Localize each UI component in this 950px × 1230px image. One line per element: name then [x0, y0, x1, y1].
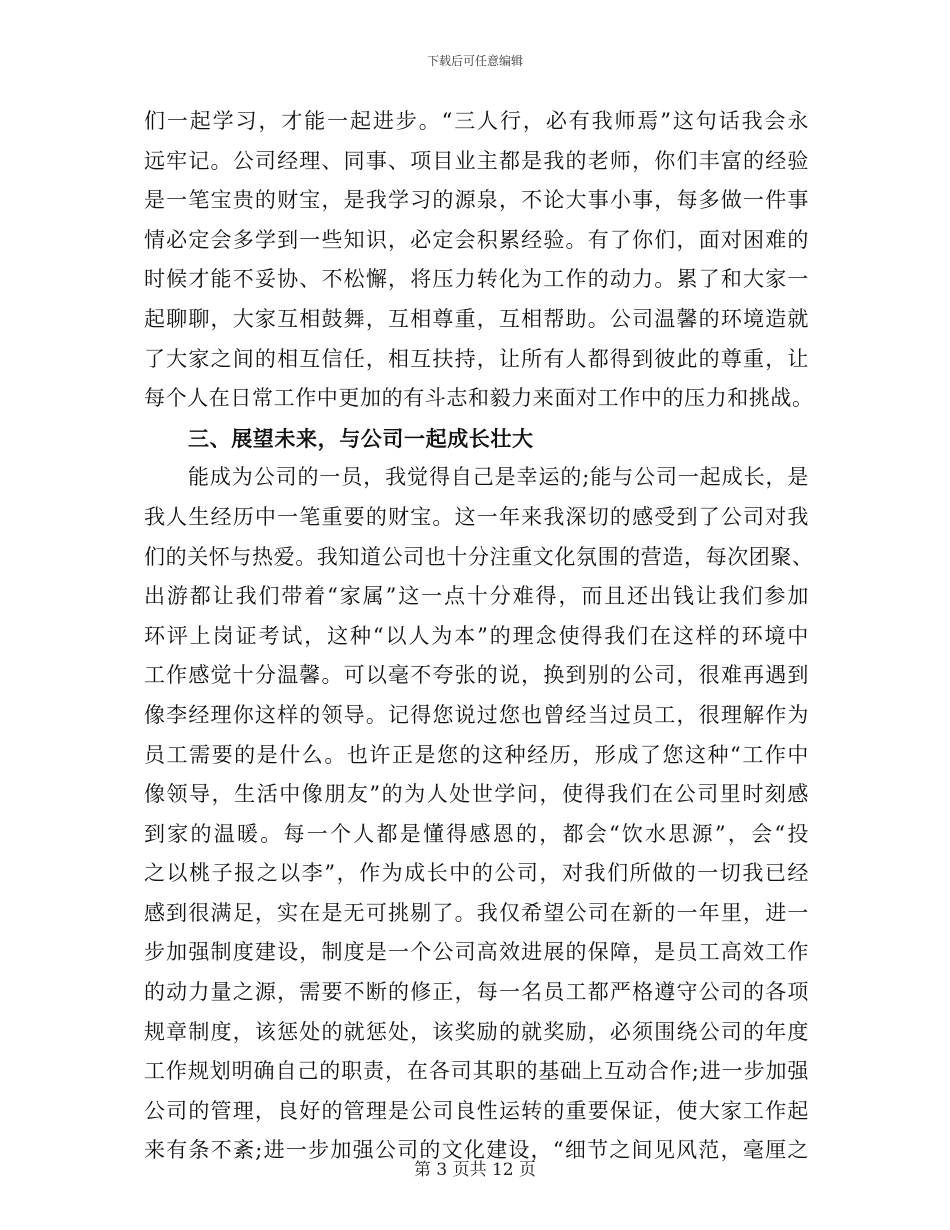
page-footer: 第 3 页共 12 页 — [413, 1160, 537, 1180]
text-line: 是一笔宝贵的财宝，是我学习的源泉，不论大事小事，每多做一件事 — [144, 188, 809, 213]
section-heading: 三、展望未来，与公司一起成长壮大 — [188, 425, 534, 451]
text-line: 我人生经历中一笔重要的财宝。这一年来我深切的感受到了公司对我 — [144, 504, 809, 529]
text-line: 时候才能不妥协、不松懈，将压力转化为工作的动力。累了和大家一 — [144, 267, 809, 292]
paragraph-2 — [144, 458, 814, 1171]
text-line: 们一起学习，才能一起进步。“三人行，必有我师焉”这句话我会永 — [144, 109, 809, 133]
document-body — [144, 102, 814, 1171]
text-line: 公司的管理，良好的管理是公司良性运转的重要保证，使大家工作起 — [144, 1098, 809, 1123]
text-line: 步加强制度建设，制度是一个公司高效进展的保障，是员工高效工作 — [144, 940, 809, 965]
text-line: 出游都让我们带着“家属”这一点十分难得，而且还出钱让我们参加 — [144, 584, 809, 609]
text-line: 工作规划明确自己的职责，在各司其职的基础上互动合作;进一步加强 — [144, 1059, 809, 1084]
text-line: 远牢记。公司经理、同事、项目业主都是我的老师，你们丰富的经验 — [144, 148, 809, 173]
text-line: 了大家之间的相互信任，相互扶持，让所有人都得到彼此的尊重，让 — [144, 346, 809, 371]
text-line: 员工需要的是什么。也许正是您的这种经历，形成了您这种“工作中 — [144, 742, 809, 767]
text-line: 规章制度，该惩处的就惩处，该奖励的就奖励，必须围绕公司的年度 — [144, 1019, 809, 1044]
text-line: 之以桃子报之以李”，作为成长中的公司，对我们所做的一切我已经 — [144, 861, 809, 886]
paragraph-1 — [144, 102, 814, 419]
text-line: 起聊聊，大家互相鼓舞，互相尊重，互相帮助。公司温馨的环境造就 — [144, 306, 809, 331]
text-line: 环评上岗证考试，这种“以人为本”的理念使得我们在这样的环境中 — [144, 623, 809, 648]
text-line: 情必定会多学到一些知识，必定会积累经验。有了你们，面对困难的 — [144, 227, 809, 252]
text-line: 像领导，生活中像朋友”的为人处世学问，使得我们在公司里时刻感 — [144, 782, 809, 807]
text-line: 能成为公司的一员，我觉得自己是幸运的;能与公司一起成长，是 — [188, 465, 809, 490]
text-line: 像李经理你这样的领导。记得您说过您也曾经当过员工，很理解作为 — [144, 702, 809, 727]
text-line: 的动力量之源，需要不断的修正，每一名员工都严格遵守公司的各项 — [144, 980, 809, 1005]
page-header: 下载后可任意编辑 — [426, 54, 523, 68]
text-line: 们的关怀与热爱。我知道公司也十分注重文化氛围的营造，每次团聚、 — [144, 544, 814, 569]
text-line: 感到很满足，实在是无可挑剔了。我仅希望公司在新的一年里，进一 — [144, 900, 809, 925]
text-line: 每个人在日常工作中更加的有斗志和毅力来面对工作中的压力和挑战。 — [144, 386, 814, 411]
text-line: 来有条不紊;进一步加强公司的文化建设，“细节之间见风范，毫厘之 — [144, 1138, 809, 1163]
text-line: 工作感觉十分温馨。可以毫不夸张的说，换到别的公司，很难再遇到 — [144, 663, 809, 688]
text-line: 到家的温暖。每一个人都是懂得感恩的，都会“饮水思源”，会“投 — [144, 821, 809, 846]
